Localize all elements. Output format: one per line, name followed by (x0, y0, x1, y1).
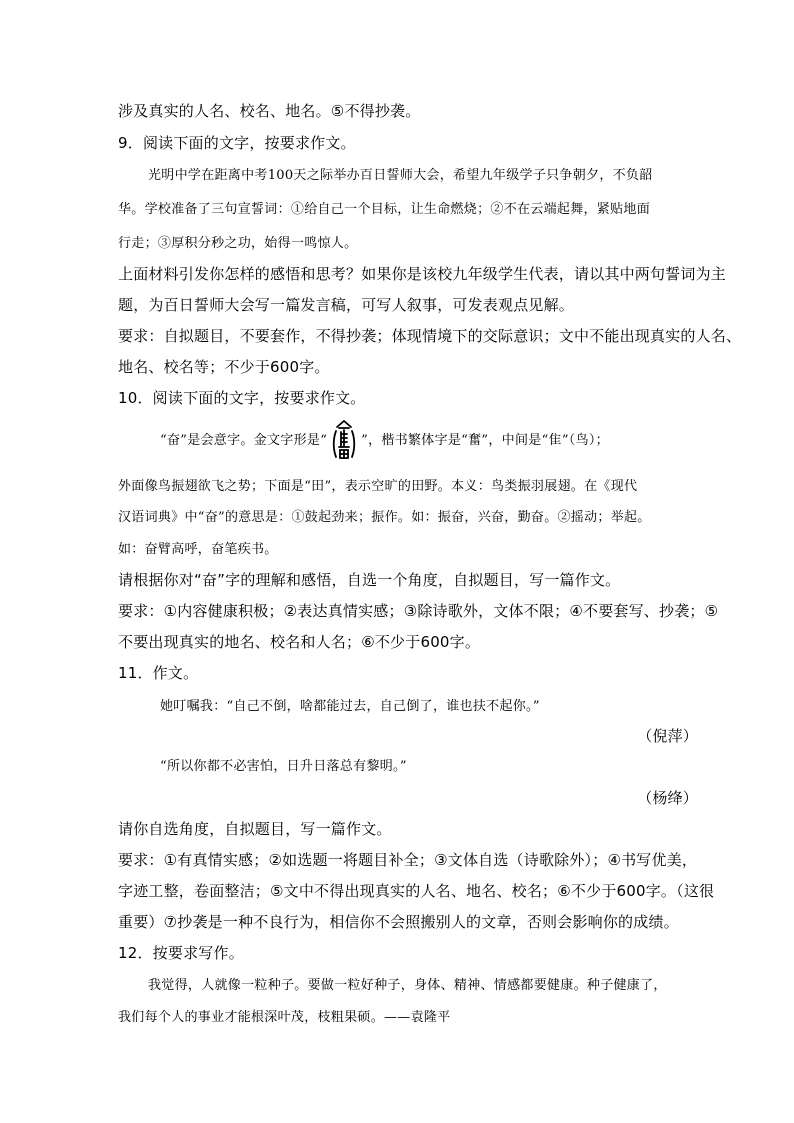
quote-line: 光明中学在距离中考100天之际举办百日誓师大会，希望九年级学子只争朝夕，不负韶 (148, 168, 653, 183)
requirement-line: 不要出现真实的地名、校名和人名；⑥不少于600字。 (118, 633, 481, 651)
quote-line: 我觉得，人就像一粒种子。要做一粒好种子，身体、精神、情感都要健康。种子健康了， (148, 978, 667, 993)
text-line: 涉及真实的人名、校名、地名。⑤不得抄袭。 (118, 102, 421, 120)
requirement-line: 重要）⑦抄袭是一种不良行为，相信你不会照搬别人的文章，否则会影响你的成绩。 (118, 913, 679, 931)
quote-line: 她叮嘱我：“自己不倒，啥都能过去，自己倒了，谁也扶不起你。” (160, 699, 540, 714)
text-line: 上面材料引发你怎样的感悟和思考？如果你是该校九年级学生代表，请以其中两句誓词为主 (118, 265, 727, 283)
requirement-line: 字迹工整，卷面整洁；⑤文中不得出现真实的人名、地名、校名；⑥不少于600字。（这很 (118, 882, 715, 900)
question-12-heading: 12．按要求写作。 (118, 944, 244, 962)
requirement-line: 地名、校名等；不少于600字。 (118, 358, 330, 376)
quote-attribution: （倪萍） (637, 727, 698, 745)
quote-line: 行走；③厚积分秒之功，始得一鸣惊人。 (118, 236, 358, 251)
question-10-heading: 10．阅读下面的文字，按要求作文。 (118, 389, 366, 407)
requirement-line: 要求：①内容健康积极；②表达真情实感；③除诗歌外，文体不限；④不要套写、抄袭；⑤ (118, 602, 719, 620)
text-line: 请根据你对“奋”字的理解和感悟，自选一个角度，自拟题目，写一篇作文。 (118, 571, 621, 589)
quote-line: 我们每个人的事业才能根深叶茂，枝粗果硕。——袁隆平 (118, 1010, 451, 1025)
quote-line: 如：奋臂高呼，奋笔疾书。 (118, 542, 278, 557)
quote-line: 汉语词典》中“奋”的意思是：①鼓起劲来；振作。如：振奋，兴奋，勤奋。②摇动；举起。 (118, 510, 651, 525)
requirement-line: 要求：①有真情实感；②如选题一将题目补全；③文体自选（诗歌除外）；④书写优美， (118, 851, 698, 869)
text-line: 题，为百日誓师大会写一篇发言稿，可写人叙事，可发表观点见解。 (118, 296, 575, 314)
quote-line-with-glyph (160, 419, 609, 463)
question-9-heading: 9．阅读下面的文字，按要求作文。 (118, 134, 356, 152)
quote-line: 外面像鸟振翅欲飞之势；下面是“田”，表示空旷的田野。本义：鸟类振羽展翅。在《现代 (118, 479, 638, 494)
quote-line: “所以你都不必害怕，日升日落总有黎明。” (160, 759, 407, 774)
quote-text-before-glyph: “奋”是会意字。金文字形是“ (160, 433, 328, 448)
requirement-line: 要求：自拟题目，不要套作，不得抄袭；体现情境下的交际意识；文中不能出现真实的人名、 (118, 327, 742, 345)
quote-line: 华。学校准备了三句宣誓词：①给自己一个目标，让生命燃烧；②不在云端起舞，紧贴地面 (118, 202, 651, 217)
bronze-script-fen-glyph-icon (331, 419, 357, 463)
text-line: 请你自选角度，自拟题目，写一篇作文。 (118, 820, 392, 838)
quote-text-after-glyph: ”，楷书繁体字是“奮”，中间是“隹”（鸟）； (361, 433, 609, 448)
quote-attribution: （杨绛） (637, 789, 698, 807)
question-11-heading: 11．作文。 (118, 664, 199, 682)
